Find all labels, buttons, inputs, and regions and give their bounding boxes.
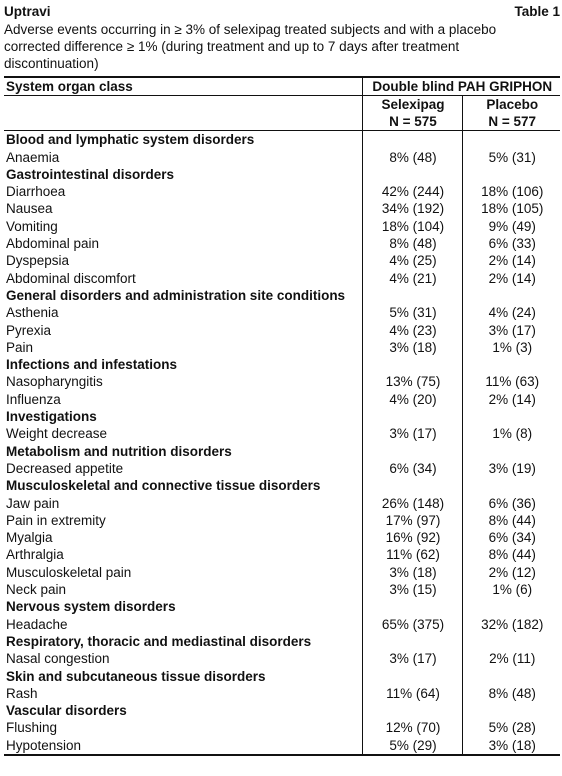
placebo-value: 8% (44)	[462, 512, 560, 529]
system-organ-class-row	[4, 408, 560, 425]
document-page	[4, 0, 560, 756]
selexipag-value: 42% (244)	[362, 183, 462, 200]
placebo-value: 11% (63)	[462, 373, 560, 390]
adverse-events-table	[4, 78, 560, 756]
table-row	[4, 322, 560, 339]
adverse-event-label: Flushing	[6, 720, 58, 736]
placebo-value: 1% (6)	[462, 581, 560, 598]
system-organ-class-row	[4, 166, 560, 183]
adverse-event-label: Myalgia	[6, 530, 53, 546]
table-row	[4, 200, 560, 217]
adverse-event-label: Arthralgia	[6, 547, 64, 563]
table-row	[4, 685, 560, 702]
selexipag-value: 16% (92)	[362, 529, 462, 546]
table-row	[4, 149, 560, 166]
column-header-selexipag	[362, 96, 462, 131]
adverse-event-label: Nasal congestion	[6, 651, 110, 667]
selexipag-value: 3% (17)	[362, 650, 462, 667]
adverse-event-label: Pain in extremity	[6, 512, 106, 528]
selexipag-value: 3% (18)	[362, 339, 462, 356]
system-organ-class-row	[4, 287, 560, 304]
placebo-label: Placebo	[486, 97, 539, 113]
table-row	[4, 616, 560, 633]
placebo-value: 1% (3)	[462, 339, 560, 356]
organ-class-label: Infections and infestations	[6, 357, 178, 373]
table-row	[4, 529, 560, 546]
placebo-value: 3% (17)	[462, 322, 560, 339]
placebo-value: 4% (24)	[462, 304, 560, 321]
selexipag-value: 26% (148)	[362, 495, 462, 512]
table-body	[4, 131, 560, 755]
placebo-value: 2% (14)	[462, 252, 560, 269]
table-row	[4, 252, 560, 269]
adverse-event-label: Diarrhoea	[6, 184, 66, 200]
placebo-value: 6% (33)	[462, 235, 560, 252]
table-row	[4, 546, 560, 563]
system-organ-class-row	[4, 633, 560, 650]
selexipag-value: 4% (25)	[362, 252, 462, 269]
selexipag-value: 12% (70)	[362, 719, 462, 736]
placebo-n: N = 577	[488, 113, 537, 129]
system-organ-class-row	[4, 598, 560, 615]
selexipag-value: 4% (20)	[362, 391, 462, 408]
selexipag-value: 18% (104)	[362, 218, 462, 235]
table-row	[4, 235, 560, 252]
adverse-event-label: Musculoskeletal pain	[6, 564, 132, 580]
selexipag-value	[362, 131, 462, 149]
table-row	[4, 270, 560, 287]
placebo-value: 6% (34)	[462, 529, 560, 546]
placebo-value	[462, 702, 560, 719]
selexipag-value: 5% (29)	[362, 737, 462, 755]
selexipag-value	[362, 166, 462, 183]
system-organ-class-row	[4, 477, 560, 494]
selexipag-value: 34% (192)	[362, 200, 462, 217]
table-row	[4, 183, 560, 200]
selexipag-value	[362, 408, 462, 425]
selexipag-value: 17% (97)	[362, 512, 462, 529]
group-header-row	[4, 78, 560, 96]
placebo-value: 9% (49)	[462, 218, 560, 235]
selexipag-value: 11% (64)	[362, 685, 462, 702]
table-row	[4, 581, 560, 598]
column-header-system-organ-class: System organ class	[4, 78, 362, 96]
column-header-group: Double blind PAH GRIPHON	[362, 78, 560, 96]
placebo-value: 8% (48)	[462, 685, 560, 702]
placebo-value: 2% (12)	[462, 564, 560, 581]
placebo-value: 6% (36)	[462, 495, 560, 512]
table-row	[4, 719, 560, 736]
selexipag-label: Selexipag	[381, 97, 445, 113]
placebo-value	[462, 287, 560, 304]
placebo-value	[462, 131, 560, 149]
placebo-value	[462, 477, 560, 494]
adverse-event-label: Nasopharyngitis	[6, 374, 103, 390]
table-row	[4, 512, 560, 529]
organ-class-label: Gastrointestinal disorders	[6, 166, 175, 182]
organ-class-label: General disorders and administration site conditions	[6, 287, 346, 303]
organ-class-label: Investigations	[6, 409, 97, 425]
selexipag-value	[362, 443, 462, 460]
table-row	[4, 304, 560, 321]
table-row	[4, 425, 560, 442]
placebo-value: 32% (182)	[462, 616, 560, 633]
document-title: Uptravi	[4, 4, 51, 19]
system-organ-class-row	[4, 131, 560, 149]
selexipag-value: 5% (31)	[362, 304, 462, 321]
organ-class-label: Nervous system disorders	[6, 599, 176, 615]
table-row	[4, 495, 560, 512]
placebo-value: 1% (8)	[462, 425, 560, 442]
table-row	[4, 373, 560, 390]
selexipag-value: 65% (375)	[362, 616, 462, 633]
placebo-value: 5% (31)	[462, 149, 560, 166]
placebo-value: 2% (11)	[462, 650, 560, 667]
placebo-value	[462, 633, 560, 650]
system-organ-class-row	[4, 668, 560, 685]
adverse-event-label: Neck pain	[6, 582, 67, 598]
placebo-value	[462, 598, 560, 615]
organ-class-label: Musculoskeletal and connective tissue disorders	[6, 478, 321, 494]
placebo-value: 2% (14)	[462, 391, 560, 408]
selexipag-value: 4% (23)	[362, 322, 462, 339]
table-caption: Adverse events occurring in ≥ 3% of selexipag treated subjects and with a placebo corrected difference ≥ 1% (during treatment and up to 7 days after treatment discontinuation)	[4, 22, 497, 71]
selexipag-n: N = 575	[389, 113, 437, 129]
adverse-event-label: Abdominal pain	[6, 236, 100, 252]
adverse-event-label: Vomiting	[6, 218, 58, 234]
placebo-value	[462, 166, 560, 183]
placebo-value: 5% (28)	[462, 719, 560, 736]
system-organ-class-row	[4, 356, 560, 373]
selexipag-value: 8% (48)	[362, 149, 462, 166]
adverse-event-label: Influenza	[6, 391, 61, 407]
table-row	[4, 737, 560, 755]
adverse-event-label: Weight decrease	[6, 426, 108, 442]
selexipag-value	[362, 477, 462, 494]
placebo-value	[462, 668, 560, 685]
organ-class-label: Respiratory, thoracic and mediastinal disorders	[6, 633, 312, 649]
selexipag-value	[362, 668, 462, 685]
adverse-event-label: Decreased appetite	[6, 460, 124, 476]
table-row	[4, 460, 560, 477]
adverse-event-label: Pyrexia	[6, 322, 52, 338]
selexipag-value	[362, 702, 462, 719]
table-row	[4, 218, 560, 235]
selexipag-value: 8% (48)	[362, 235, 462, 252]
system-organ-class-row	[4, 702, 560, 719]
table-row	[4, 339, 560, 356]
selexipag-value: 3% (17)	[362, 425, 462, 442]
adverse-event-label: Asthenia	[6, 305, 59, 321]
adverse-event-label: Hypotension	[4, 737, 362, 755]
organ-class-label: Metabolism and nutrition disorders	[6, 443, 232, 459]
adverse-event-label: Dyspepsia	[6, 253, 70, 269]
selexipag-value	[362, 287, 462, 304]
organ-class-label: Vascular disorders	[6, 703, 127, 719]
selexipag-value: 3% (18)	[362, 564, 462, 581]
selexipag-value	[362, 356, 462, 373]
table-row	[4, 391, 560, 408]
organ-class-label: Blood and lymphatic system disorders	[6, 132, 255, 148]
placebo-value: 3% (18)	[462, 737, 560, 755]
selexipag-value: 3% (15)	[362, 581, 462, 598]
selexipag-value: 13% (75)	[362, 373, 462, 390]
column-header-placebo	[462, 96, 560, 131]
placebo-value	[462, 356, 560, 373]
selexipag-value: 6% (34)	[362, 460, 462, 477]
adverse-event-label: Nausea	[6, 201, 53, 217]
placebo-value: 8% (44)	[462, 546, 560, 563]
placebo-value: 2% (14)	[462, 270, 560, 287]
placebo-value: 18% (105)	[462, 200, 560, 217]
table-row	[4, 564, 560, 581]
column-header-blank	[4, 96, 362, 131]
selexipag-value: 4% (21)	[362, 270, 462, 287]
placebo-value	[462, 408, 560, 425]
document-header	[4, 3, 560, 20]
adverse-event-label: Jaw pain	[6, 495, 60, 511]
placebo-value	[462, 443, 560, 460]
table-row	[4, 650, 560, 667]
adverse-event-label: Headache	[6, 616, 68, 632]
selexipag-value	[362, 633, 462, 650]
placebo-value: 3% (19)	[462, 460, 560, 477]
subheader-row	[4, 96, 560, 131]
selexipag-value: 11% (62)	[362, 546, 462, 563]
adverse-event-label: Rash	[6, 685, 38, 701]
system-organ-class-row	[4, 443, 560, 460]
adverse-event-label: Anaemia	[6, 149, 60, 165]
adverse-event-label: Pain	[6, 339, 34, 355]
organ-class-label: Skin and subcutaneous tissue disorders	[6, 668, 266, 684]
selexipag-value	[362, 598, 462, 615]
table-label: Table 1	[514, 4, 560, 19]
adverse-event-label: Abdominal discomfort	[6, 270, 136, 286]
placebo-value: 18% (106)	[462, 183, 560, 200]
